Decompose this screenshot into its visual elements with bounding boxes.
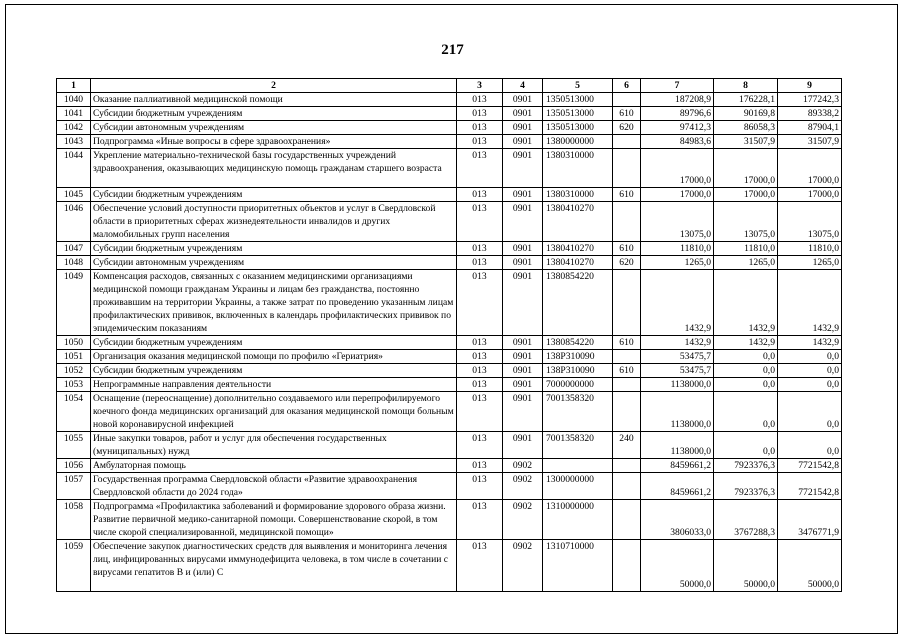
amount-year1-cell: 13075,0 — [641, 202, 714, 242]
amount-year2-cell: 11810,0 — [714, 242, 778, 256]
target-article-cell: 138P310090 — [543, 350, 613, 364]
section-code-cell: 0902 — [503, 500, 543, 540]
table-row — [57, 432, 842, 459]
grbs-code-cell: 013 — [457, 93, 503, 107]
amount-year3-cell: 1432,9 — [778, 270, 842, 336]
section-code-cell: 0901 — [503, 149, 543, 188]
table-header-row — [57, 79, 842, 93]
amount-year1-cell: 11810,0 — [641, 242, 714, 256]
description-cell: Подпрограмма «Иные вопросы в сфере здравоохранения» — [91, 135, 457, 149]
target-article-cell: 1350513000 — [543, 93, 613, 107]
target-article-cell: 7001358320 — [543, 432, 613, 459]
row-number-cell: 1050 — [57, 336, 91, 350]
row-number-cell: 1048 — [57, 256, 91, 270]
grbs-code-cell: 013 — [457, 350, 503, 364]
row-number-cell: 1057 — [57, 473, 91, 500]
amount-year1-cell: 8459661,2 — [641, 473, 714, 500]
header-cell: 9 — [778, 79, 842, 93]
grbs-code-cell: 013 — [457, 378, 503, 392]
target-article-cell: 1380854220 — [543, 270, 613, 336]
table-row — [57, 378, 842, 392]
budget-table — [56, 78, 842, 592]
table-row — [57, 256, 842, 270]
target-article-cell: 138P310090 — [543, 364, 613, 378]
grbs-code-cell: 013 — [457, 270, 503, 336]
expense-type-cell: 610 — [613, 107, 641, 121]
description-cell: Непрограммные направления деятельности — [91, 378, 457, 392]
grbs-code-cell: 013 — [457, 121, 503, 135]
section-code-cell: 0901 — [503, 432, 543, 459]
amount-year2-cell: 7923376,3 — [714, 459, 778, 473]
amount-year2-cell: 0,0 — [714, 378, 778, 392]
target-article-cell: 1380000000 — [543, 135, 613, 149]
header-cell: 1 — [57, 79, 91, 93]
description-cell: Организация оказания медицинской помощи по профилю «Гериатрия» — [91, 350, 457, 364]
amount-year1-cell: 17000,0 — [641, 188, 714, 202]
grbs-code-cell: 013 — [457, 188, 503, 202]
amount-year1-cell: 17000,0 — [641, 149, 714, 188]
row-number-cell: 1058 — [57, 500, 91, 540]
section-code-cell: 0901 — [503, 242, 543, 256]
table-row — [57, 364, 842, 378]
table-row — [57, 540, 842, 592]
row-number-cell: 1053 — [57, 378, 91, 392]
description-cell: Компенсация расходов, связанных с оказанием медицинскими организациями медицинской помощи гражданам Украины и лицам без гражданства, постоянно проживавшим на территории Украины, а также затрат по проведению указанным лицам профилактических прививок, включенных в календарь профилактических прививок по эпидемическим показаниям — [91, 270, 457, 336]
target-article-cell — [543, 459, 613, 473]
table-row — [57, 392, 842, 432]
target-article-cell: 1380410270 — [543, 242, 613, 256]
grbs-code-cell: 013 — [457, 500, 503, 540]
grbs-code-cell: 013 — [457, 135, 503, 149]
amount-year2-cell: 13075,0 — [714, 202, 778, 242]
expense-type-cell — [613, 540, 641, 592]
expense-type-cell — [613, 459, 641, 473]
target-article-cell: 1380854220 — [543, 336, 613, 350]
table-row — [57, 459, 842, 473]
description-cell: Субсидии бюджетным учреждениям — [91, 107, 457, 121]
row-number-cell: 1043 — [57, 135, 91, 149]
expense-type-cell — [613, 93, 641, 107]
expense-type-cell — [613, 149, 641, 188]
amount-year1-cell: 1138000,0 — [641, 378, 714, 392]
amount-year1-cell: 187208,9 — [641, 93, 714, 107]
description-cell: Субсидии бюджетным учреждениям — [91, 364, 457, 378]
target-article-cell: 1350513000 — [543, 107, 613, 121]
row-number-cell: 1052 — [57, 364, 91, 378]
description-cell: Подпрограмма «Профилактика заболеваний и формирование здорового образа жизни. Развитие первичной медико-санитарной помощи. Совершенствование скорой, в том числе скорой специализированной, медицинской помощи» — [91, 500, 457, 540]
amount-year2-cell: 0,0 — [714, 364, 778, 378]
section-code-cell: 0902 — [503, 473, 543, 500]
expense-type-cell — [613, 270, 641, 336]
amount-year1-cell: 97412,3 — [641, 121, 714, 135]
amount-year2-cell: 1265,0 — [714, 256, 778, 270]
amount-year1-cell: 1138000,0 — [641, 432, 714, 459]
amount-year2-cell: 1432,9 — [714, 270, 778, 336]
row-number-cell: 1046 — [57, 202, 91, 242]
target-article-cell: 1380310000 — [543, 188, 613, 202]
row-number-cell: 1051 — [57, 350, 91, 364]
grbs-code-cell: 013 — [457, 392, 503, 432]
amount-year2-cell: 17000,0 — [714, 188, 778, 202]
description-cell: Оснащение (переоснащение) дополнительно создаваемого или перепрофилируемого коечного фонда медицинских организаций для оказания медицинской помощи больным новой коронавирусной инфекцией — [91, 392, 457, 432]
amount-year3-cell: 87904,1 — [778, 121, 842, 135]
expense-type-cell: 610 — [613, 336, 641, 350]
description-cell: Обеспечение закупок диагностических средств для выявления и мониторинга лечения лиц, инфицированных вирусами иммунодефицита человека, в том числе в сочетании с вирусами гепатитов B и (или) C — [91, 540, 457, 592]
amount-year2-cell: 7923376,3 — [714, 473, 778, 500]
section-code-cell: 0901 — [503, 270, 543, 336]
section-code-cell: 0901 — [503, 336, 543, 350]
amount-year1-cell: 84983,6 — [641, 135, 714, 149]
amount-year1-cell: 50000,0 — [641, 540, 714, 592]
table-row — [57, 350, 842, 364]
description-cell: Оказание паллиативной медицинской помощи — [91, 93, 457, 107]
target-article-cell: 1310710000 — [543, 540, 613, 592]
grbs-code-cell: 013 — [457, 473, 503, 500]
table-row — [57, 121, 842, 135]
row-number-cell: 1040 — [57, 93, 91, 107]
amount-year2-cell: 0,0 — [714, 350, 778, 364]
target-article-cell: 1380410270 — [543, 202, 613, 242]
amount-year3-cell: 177242,3 — [778, 93, 842, 107]
amount-year2-cell: 0,0 — [714, 392, 778, 432]
section-code-cell: 0901 — [503, 93, 543, 107]
table-row — [57, 149, 842, 188]
grbs-code-cell: 013 — [457, 336, 503, 350]
row-number-cell: 1055 — [57, 432, 91, 459]
grbs-code-cell: 013 — [457, 242, 503, 256]
amount-year1-cell: 89796,6 — [641, 107, 714, 121]
target-article-cell: 1350513000 — [543, 121, 613, 135]
header-cell: 5 — [543, 79, 613, 93]
amount-year1-cell: 1432,9 — [641, 270, 714, 336]
section-code-cell: 0901 — [503, 378, 543, 392]
amount-year2-cell: 0,0 — [714, 432, 778, 459]
amount-year3-cell: 50000,0 — [778, 540, 842, 592]
expense-type-cell: 620 — [613, 256, 641, 270]
amount-year1-cell: 53475,7 — [641, 364, 714, 378]
amount-year1-cell: 3806033,0 — [641, 500, 714, 540]
description-cell: Субсидии бюджетным учреждениям — [91, 336, 457, 350]
amount-year2-cell: 1432,9 — [714, 336, 778, 350]
target-article-cell: 1380310000 — [543, 149, 613, 188]
amount-year1-cell: 8459661,2 — [641, 459, 714, 473]
table-row — [57, 242, 842, 256]
row-number-cell: 1041 — [57, 107, 91, 121]
amount-year2-cell: 17000,0 — [714, 149, 778, 188]
section-code-cell: 0902 — [503, 540, 543, 592]
grbs-code-cell: 013 — [457, 364, 503, 378]
row-number-cell: 1045 — [57, 188, 91, 202]
row-number-cell: 1042 — [57, 121, 91, 135]
section-code-cell: 0902 — [503, 459, 543, 473]
grbs-code-cell: 013 — [457, 107, 503, 121]
header-cell: 6 — [613, 79, 641, 93]
section-code-cell: 0901 — [503, 392, 543, 432]
page-number: 217 — [441, 42, 464, 58]
description-cell: Субсидии бюджетным учреждениям — [91, 188, 457, 202]
amount-year3-cell: 0,0 — [778, 392, 842, 432]
amount-year3-cell: 31507,9 — [778, 135, 842, 149]
amount-year2-cell: 31507,9 — [714, 135, 778, 149]
target-article-cell: 1310000000 — [543, 500, 613, 540]
header-cell: 3 — [457, 79, 503, 93]
description-cell: Амбулаторная помощь — [91, 459, 457, 473]
amount-year3-cell: 1265,0 — [778, 256, 842, 270]
table-row — [57, 93, 842, 107]
row-number-cell: 1059 — [57, 540, 91, 592]
amount-year3-cell: 0,0 — [778, 350, 842, 364]
section-code-cell: 0901 — [503, 188, 543, 202]
table-row — [57, 473, 842, 500]
description-cell: Укрепление материально-технической базы государственных учреждений здравоохранения, оказывающих медицинскую помощь гражданам старшего возраста — [91, 149, 457, 188]
table-row — [57, 500, 842, 540]
amount-year2-cell: 50000,0 — [714, 540, 778, 592]
section-code-cell: 0901 — [503, 256, 543, 270]
amount-year3-cell: 7721542,8 — [778, 459, 842, 473]
section-code-cell: 0901 — [503, 364, 543, 378]
expense-type-cell: 240 — [613, 432, 641, 459]
row-number-cell: 1054 — [57, 392, 91, 432]
amount-year1-cell: 1265,0 — [641, 256, 714, 270]
expense-type-cell — [613, 350, 641, 364]
description-cell: Субсидии автономным учреждениям — [91, 256, 457, 270]
table-row — [57, 107, 842, 121]
amount-year2-cell: 3767288,3 — [714, 500, 778, 540]
expense-type-cell: 620 — [613, 121, 641, 135]
row-number-cell: 1044 — [57, 149, 91, 188]
amount-year3-cell: 17000,0 — [778, 188, 842, 202]
amount-year3-cell: 0,0 — [778, 378, 842, 392]
amount-year3-cell: 11810,0 — [778, 242, 842, 256]
expense-type-cell: 610 — [613, 188, 641, 202]
table-row — [57, 135, 842, 149]
expense-type-cell — [613, 135, 641, 149]
grbs-code-cell: 013 — [457, 432, 503, 459]
section-code-cell: 0901 — [503, 135, 543, 149]
expense-type-cell: 610 — [613, 242, 641, 256]
amount-year3-cell: 0,0 — [778, 432, 842, 459]
amount-year1-cell: 1138000,0 — [641, 392, 714, 432]
amount-year3-cell: 3476771,9 — [778, 500, 842, 540]
header-cell: 4 — [503, 79, 543, 93]
target-article-cell: 7001358320 — [543, 392, 613, 432]
expense-type-cell: 610 — [613, 364, 641, 378]
section-code-cell: 0901 — [503, 350, 543, 364]
description-cell: Субсидии автономным учреждениям — [91, 121, 457, 135]
grbs-code-cell: 013 — [457, 459, 503, 473]
section-code-cell: 0901 — [503, 107, 543, 121]
table-row — [57, 202, 842, 242]
row-number-cell: 1056 — [57, 459, 91, 473]
amount-year3-cell: 17000,0 — [778, 149, 842, 188]
amount-year3-cell: 7721542,8 — [778, 473, 842, 500]
amount-year2-cell: 86058,3 — [714, 121, 778, 135]
expense-type-cell — [613, 378, 641, 392]
row-number-cell: 1049 — [57, 270, 91, 336]
description-cell: Субсидии бюджетным учреждениям — [91, 242, 457, 256]
target-article-cell: 7000000000 — [543, 378, 613, 392]
table-row — [57, 188, 842, 202]
description-cell: Иные закупки товаров, работ и услуг для обеспечения государственных (муниципальных) нужд — [91, 432, 457, 459]
amount-year3-cell: 89338,2 — [778, 107, 842, 121]
section-code-cell: 0901 — [503, 202, 543, 242]
amount-year3-cell: 13075,0 — [778, 202, 842, 242]
table-row — [57, 270, 842, 336]
target-article-cell: 1300000000 — [543, 473, 613, 500]
amount-year1-cell: 53475,7 — [641, 350, 714, 364]
grbs-code-cell: 013 — [457, 540, 503, 592]
grbs-code-cell: 013 — [457, 256, 503, 270]
header-cell: 2 — [91, 79, 457, 93]
amount-year2-cell: 90169,8 — [714, 107, 778, 121]
amount-year3-cell: 1432,9 — [778, 336, 842, 350]
expense-type-cell — [613, 392, 641, 432]
grbs-code-cell: 013 — [457, 202, 503, 242]
section-code-cell: 0901 — [503, 121, 543, 135]
table-row — [57, 336, 842, 350]
amount-year2-cell: 176228,1 — [714, 93, 778, 107]
header-cell: 8 — [714, 79, 778, 93]
amount-year3-cell: 0,0 — [778, 364, 842, 378]
description-cell: Обеспечение условий доступности приоритетных объектов и услуг в Свердловской области в приоритетных сферах жизнедеятельности инвалидов и других маломобильных групп населения — [91, 202, 457, 242]
expense-type-cell — [613, 473, 641, 500]
expense-type-cell — [613, 202, 641, 242]
row-number-cell: 1047 — [57, 242, 91, 256]
header-cell: 7 — [641, 79, 714, 93]
amount-year1-cell: 1432,9 — [641, 336, 714, 350]
description-cell: Государственная программа Свердловской области «Развитие здравоохранения Свердловской области до 2024 года» — [91, 473, 457, 500]
expense-type-cell — [613, 500, 641, 540]
grbs-code-cell: 013 — [457, 149, 503, 188]
target-article-cell: 1380410270 — [543, 256, 613, 270]
